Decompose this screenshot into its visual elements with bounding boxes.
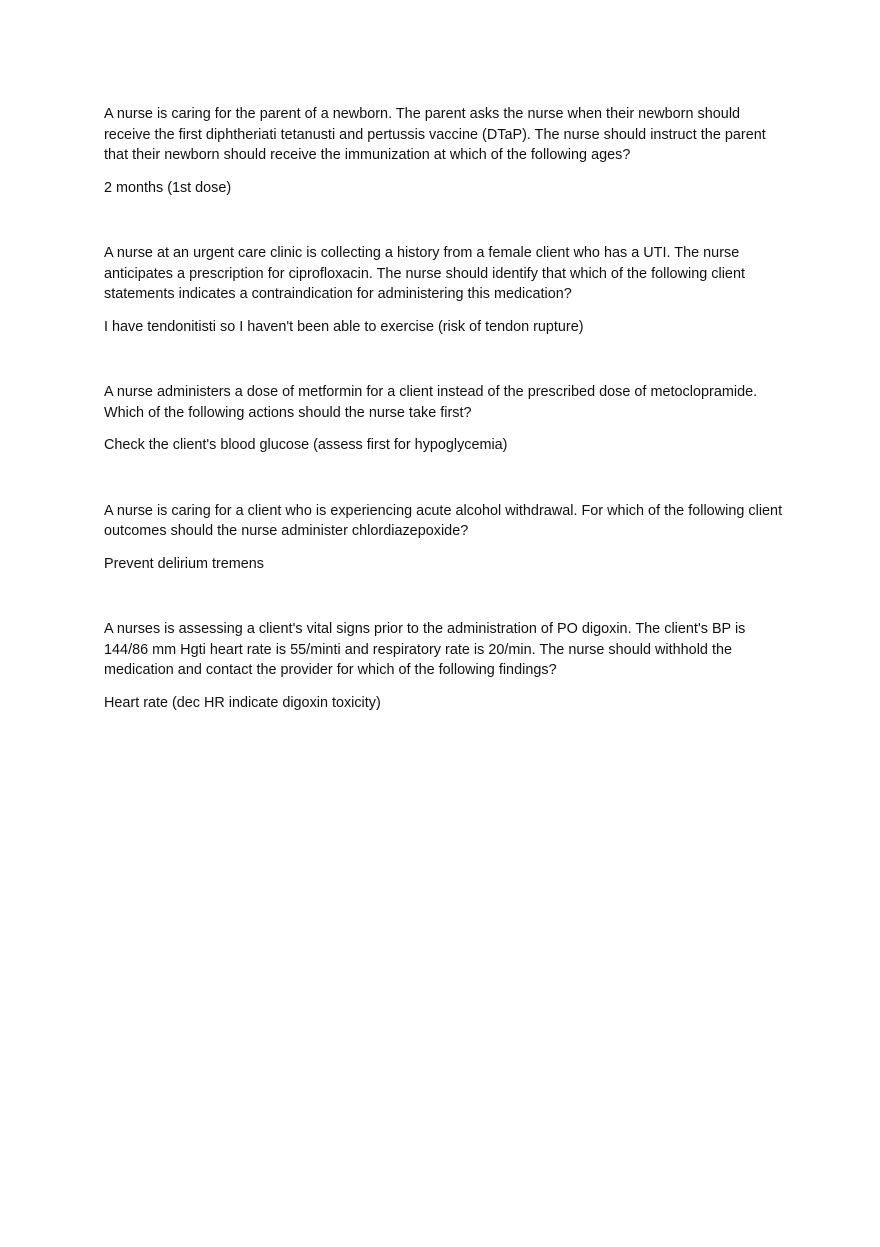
qa-item: [104, 243, 784, 337]
question-text: A nurse at an urgent care clinic is collecting a history from a female client who has a UTI. The nurse anticipates a prescription for ciprofloxacin. The nurse should identify that which of the following client statements indicates a contraindication for administering this medication?: [104, 245, 745, 302]
answer-text: Heart rate (dec HR indicate digoxin toxicity): [104, 694, 381, 711]
question-text: A nurse is caring for a client who is experiencing acute alcohol withdrawal. For which of the following client outcomes should the nurse administer chlordiazepoxide?: [104, 502, 783, 539]
qa-item: [104, 382, 784, 456]
qa-item: [104, 619, 784, 713]
qa-item: [104, 104, 784, 198]
answer-text: Check the client's blood glucose (assess first for hypoglycemia): [104, 437, 508, 453]
answer-text: 2 months (1st dose): [104, 179, 232, 196]
document-body: [104, 104, 784, 758]
question-text: A nurses is assessing a client's vital signs prior to the administration of PO digoxin. The client's BP is 144/86 mm Hgti heart rate is 55/minti and respiratory rate is 20/min. The nurse should withhold the medication and contact the provider for which of the following findings?: [104, 621, 746, 678]
question-text: A nurse is caring for the parent of a newborn. The parent asks the nurse when their newborn should receive the first diphtheriati tetanusti and pertussis vaccine (DTaP). The nurse should instruct the parent that their newborn should receive the immunization at which of the following ages?: [104, 106, 766, 163]
answer-text: Prevent delirium tremens: [104, 555, 264, 572]
answer-text: I have tendonitisti so I haven't been able to exercise (risk of tendon rupture): [104, 318, 584, 335]
qa-item: [104, 501, 784, 575]
question-text: A nurse administers a dose of metformin for a client instead of the prescribed dose of metoclopramide. Which of the following actions should the nurse take first?: [104, 384, 758, 421]
